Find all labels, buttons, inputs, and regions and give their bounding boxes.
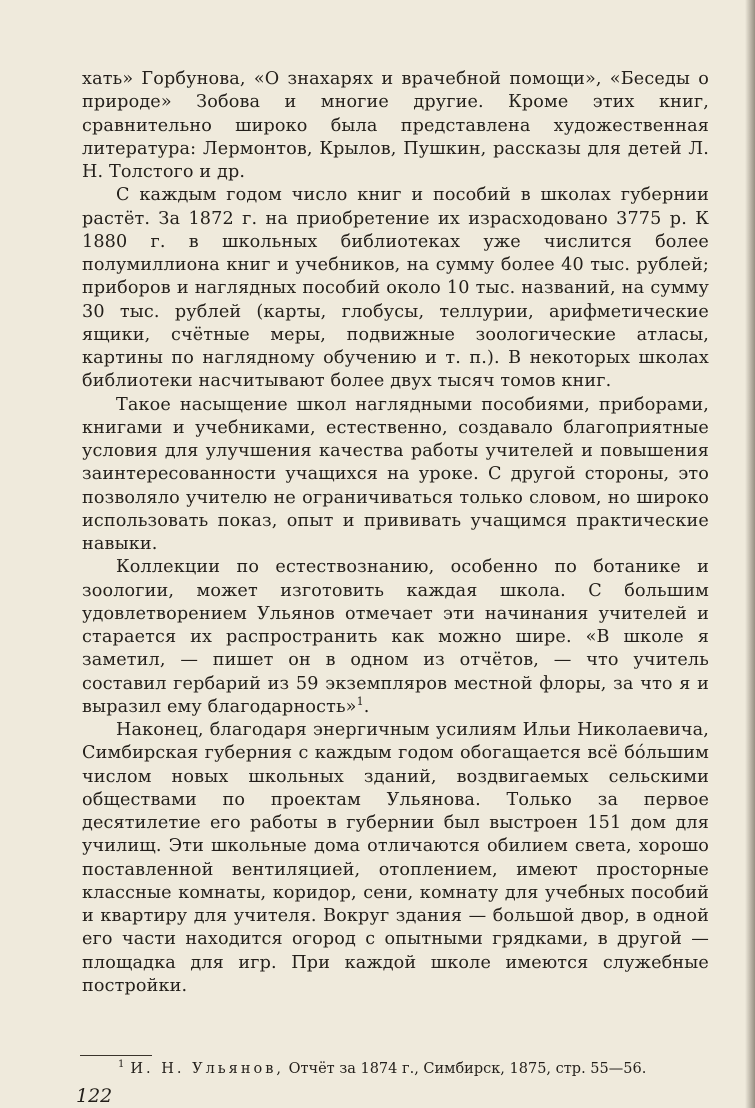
body-text [82,68,709,998]
footnote-author: И. Н. Ульянов, [130,1061,284,1077]
footnote-divider [80,1055,152,1056]
footnote [118,1060,718,1078]
page-number: 122 [76,1085,113,1107]
paragraph-visual-aids [82,394,709,557]
paragraph-text: Коллекции по естествознанию, особенно по ботанике и зоологии, может изготовить каждая школа. С большим удовлетворением Ульянов отмечает эти начинания учителей и старается их распространить как можно шире. «В школе я заметил, — пишет он в одном из отчётов, — что учитель составил гербарий из 59 экземпляров местной флоры, за что я и выразил ему благодарность» [82,557,709,717]
paragraph-collections: Коллекции по естествознанию, особенно по ботанике и зоологии, может изготовить каждая школа. С большим удовлетворением Ульянов отмечает эти начинания учителей и старается их распространить как можно шире. «В школе я заметил, — пишет он в одном из отчётов, — что учитель составил гербарий из 59 экземпляров местной флоры, за что я и выразил ему благодарность»$^1$. [82,557,709,717]
paragraph-books-growth [82,184,709,393]
paragraph-text: С каждым годом число книг и пособий в школах губернии растёт. За 1872 г. на приобретение их израсходовано 3775 р. К 1880 г. в школьных библиотеках уже числится более полумиллиона книг и учебников, на сумму более 40 тыс. рублей; приборов и наглядных пособий около 10 тыс. названий, на сумму 30 тыс. рублей (карты, глобусы, теллурии, арифметические ящики, счётные меры, подвижные зоологические атласы, картины по наглядному обучению и т. п.). В некоторых школах библиотеки насчитывают более двух тысяч томов книг. [82,185,709,392]
paragraph-continued [82,68,709,184]
paragraph-text: Наконец, благодаря энергичным усилиям Ильи Николаевича, Симбирская губерния с каждым годом обогащается всё бóльшим числом новых школьных зданий, воздвигаемых сельскими обществами по проектам Ульянова. Только за первое десятилетие его работы в губернии был выстроен 151 дом для училищ. Эти школьные дома отличаются обилием света, хорошо поставленной вентиляцией, отоплением, имеют просторные классные комнаты, коридор, сени, комнату для учебных пособий и квартиру для учителя. Вокруг здания — большой двор, в одной его части находится огород с опытными грядками, в другой — площадка для игр. При каждой школе имеются служебные постройки. [82,720,709,996]
paragraph-text: Такое насыщение школ наглядными пособиями, приборами, книгами и учебниками, естественно, создавало благоприятные условия для улучшения качества работы учителей и повышения заинтересованности учащихся на уроке. С другой стороны, это позволяло учителю не ограничиваться только словом, но широко использовать показ, опыт и прививать учащимся практические навыки. [82,394,709,554]
page-edge-shadow [745,0,755,1108]
footnote-reference: 1 [356,694,364,708]
footnote-marker: 1 [118,1059,125,1071]
paragraph-text: хать» Горбунова, «О знахарях и врачебной помощи», «Беседы о природе» Зобова и многие другие. Кроме этих книг, сравнительно широко была представлена художественная литература: Лермонтов, Крылов, Пушкин, рассказы для детей Л. Н. Толстого и др. [82,69,709,182]
paragraph-school-buildings [82,719,709,998]
footnote-source: Отчёт за 1874 г., Симбирск, 1875, стр. 55—56. [288,1061,647,1077]
